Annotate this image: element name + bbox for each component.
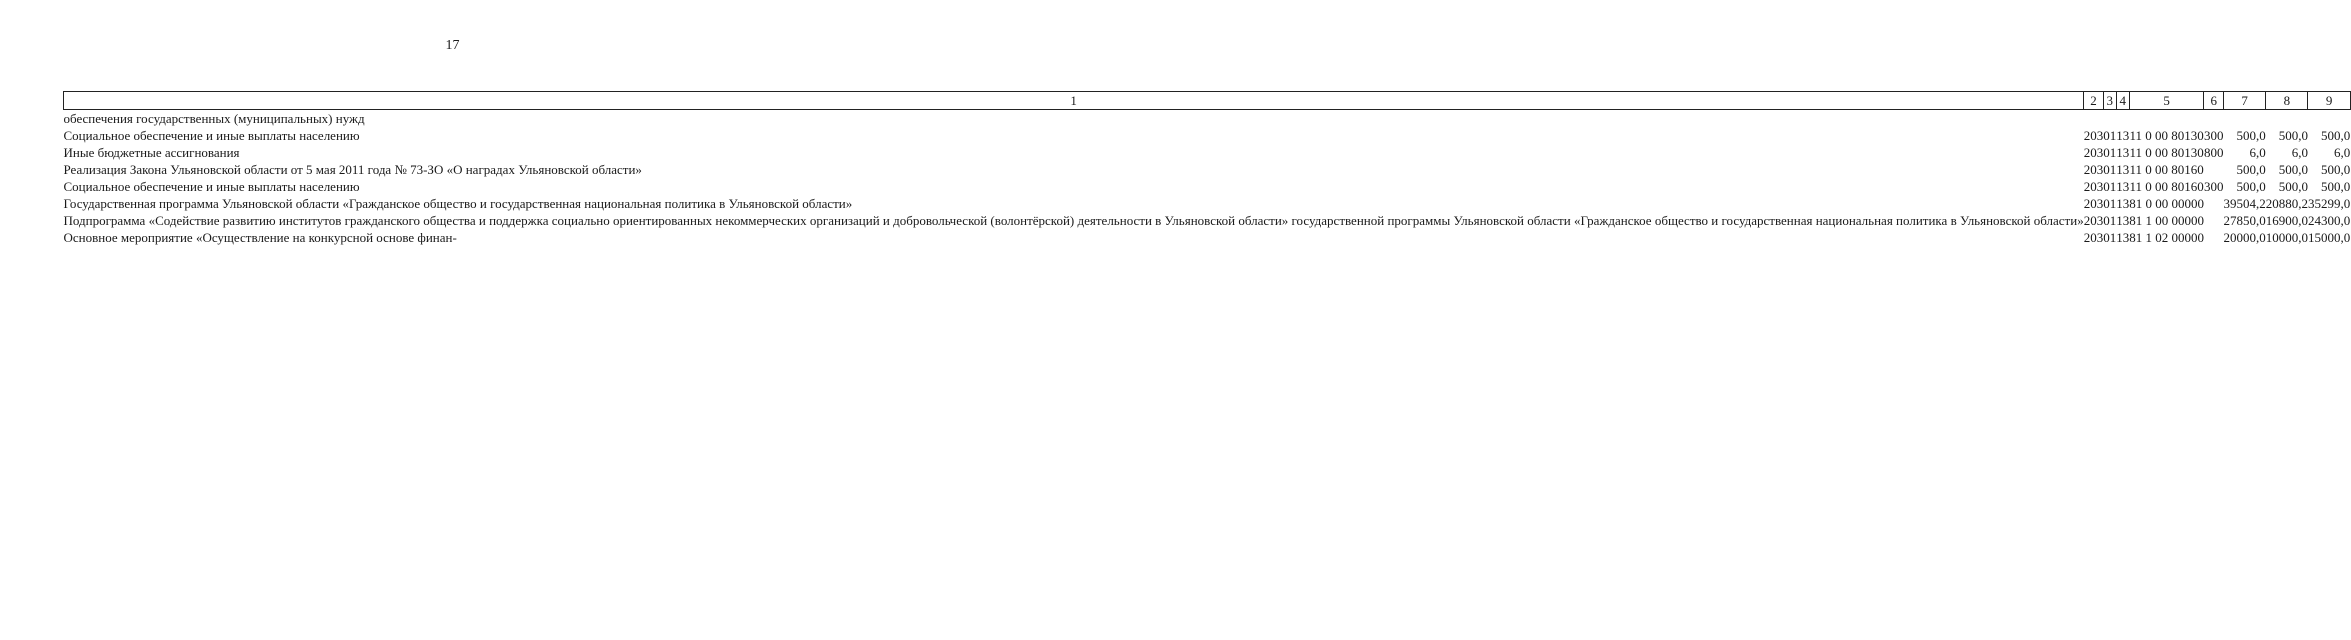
cell-ministry [2084, 110, 2104, 128]
cell-ministry: 203 [2083, 162, 2104, 177]
cell-expense-type [2204, 195, 2224, 212]
column-header: 4 [2116, 92, 2129, 110]
cell-target-article: 81 0 00 00000 [2129, 196, 2204, 211]
table-row [64, 144, 2351, 161]
cell-target-article: 81 1 00 00000 [2129, 213, 2204, 228]
item-name: Иные бюджетные ассигнования [63, 145, 240, 160]
cell-section [2103, 110, 2116, 128]
cell-section: 01 [2103, 230, 2117, 245]
item-name: Социальное обеспечение и иные выплаты населению [63, 128, 360, 143]
cell-section: 01 [2103, 162, 2117, 177]
table-row [64, 212, 2351, 229]
cell-subsection [2116, 110, 2129, 128]
cell-section: 01 [2103, 196, 2117, 211]
item-name: Подпрограмма «Содействие развитию институтов гражданского общества и поддержка социально ориентированных некоммерческих организаций и добровольческой (волонтёрской) деятельности в Ульяновской области» государственной программы Ульяновской области «Гражданское общество и государственная национальная политика в Ульяновской области» [63, 213, 2084, 228]
cell-target-article [2129, 110, 2204, 128]
cell-amount-col7: 20000,0 [2223, 230, 2266, 245]
cell-expense-type [2204, 212, 2224, 229]
cell-expense-type: 800 [2203, 145, 2224, 160]
cell-amount-col9: 6,0 [2333, 145, 2351, 160]
cell-amount-col8: 10000,0 [2265, 230, 2308, 245]
cell-amount-col9: 15000,0 [2307, 230, 2351, 245]
table-row [64, 161, 2351, 178]
cell-amount-col8: 20880,2 [2265, 196, 2308, 211]
page-number: 17 [445, 38, 460, 53]
cell-amount-col9: 500,0 [2320, 162, 2351, 177]
item-name: Государственная программа Ульяновской области «Гражданское общество и государственная национальная политика в Ульяновской области» [63, 196, 853, 211]
table-row [64, 195, 2351, 212]
cell-target-article: 11 0 00 80130 [2129, 145, 2204, 160]
column-header: 9 [2308, 92, 2350, 110]
table-row [64, 178, 2351, 195]
cell-amount-col8: 500,0 [2278, 179, 2308, 194]
cell-subsection: 13 [2116, 145, 2130, 160]
cell-section: 01 [2103, 128, 2117, 143]
table-row [64, 110, 2351, 128]
cell-ministry: 203 [2083, 213, 2104, 228]
cell-subsection: 13 [2116, 196, 2130, 211]
cell-amount-col7: 500,0 [2236, 128, 2266, 143]
item-name: Основное мероприятие «Осуществление на конкурсной основе финан- [63, 230, 457, 245]
cell-amount-col8: 500,0 [2278, 162, 2308, 177]
cell-amount-col9 [2308, 110, 2350, 128]
table-row [64, 229, 2351, 246]
cell-ministry: 203 [2083, 128, 2104, 143]
cell-target-article: 11 0 00 80160 [2129, 179, 2204, 194]
cell-section: 01 [2103, 213, 2117, 228]
cell-ministry: 203 [2083, 196, 2104, 211]
cell-target-article: 11 0 00 80130 [2129, 128, 2204, 143]
cell-expense-type [2204, 110, 2224, 128]
cell-amount-col7: 39504,2 [2223, 196, 2266, 211]
cell-section: 01 [2103, 145, 2117, 160]
cell-amount-col9: 24300,0 [2307, 213, 2351, 228]
column-header: 8 [2266, 92, 2308, 110]
budget-table [63, 91, 2351, 246]
table-row [64, 127, 2351, 144]
cell-amount-col8: 16900,0 [2265, 213, 2308, 228]
column-header: 6 [2204, 92, 2224, 110]
item-name: обеспечения государственных (муниципальных) нужд [63, 111, 365, 126]
column-header: 3 [2103, 92, 2116, 110]
cell-amount-col9: 500,0 [2320, 179, 2351, 194]
cell-section: 01 [2103, 179, 2117, 194]
column-header: 1 [64, 92, 2084, 110]
cell-expense-type: 300 [2203, 179, 2224, 194]
cell-subsection: 13 [2116, 213, 2130, 228]
cell-ministry: 203 [2083, 179, 2104, 194]
cell-amount-col8 [2266, 110, 2308, 128]
item-name: Реализация Закона Ульяновской области от 5 мая 2011 года № 73-ЗО «О наградах Ульяновской области» [63, 162, 642, 177]
column-header: 7 [2223, 92, 2265, 110]
cell-subsection: 13 [2116, 230, 2130, 245]
cell-amount-col7: 27850,0 [2223, 213, 2266, 228]
cell-amount-col9: 500,0 [2320, 128, 2351, 143]
cell-ministry: 203 [2083, 145, 2104, 160]
cell-expense-type [2204, 229, 2224, 246]
cell-subsection: 13 [2116, 179, 2130, 194]
cell-subsection: 13 [2116, 162, 2130, 177]
item-name: Социальное обеспечение и иные выплаты населению [63, 179, 360, 194]
cell-amount-col7 [2223, 110, 2265, 128]
table-header-row [64, 92, 2351, 110]
cell-amount-col7: 500,0 [2236, 179, 2266, 194]
column-header: 5 [2129, 92, 2204, 110]
cell-expense-type: 300 [2203, 128, 2224, 143]
cell-expense-type [2204, 161, 2224, 178]
cell-amount-col7: 500,0 [2236, 162, 2266, 177]
cell-target-article: 81 1 02 00000 [2129, 230, 2204, 245]
cell-amount-col8: 500,0 [2278, 128, 2308, 143]
cell-amount-col8: 6,0 [2291, 145, 2308, 160]
cell-subsection: 13 [2116, 128, 2130, 143]
cell-amount-col7: 6,0 [2249, 145, 2266, 160]
column-header: 2 [2084, 92, 2104, 110]
cell-amount-col9: 35299,0 [2307, 196, 2351, 211]
cell-target-article: 11 0 00 80160 [2129, 162, 2204, 177]
cell-ministry: 203 [2083, 230, 2104, 245]
